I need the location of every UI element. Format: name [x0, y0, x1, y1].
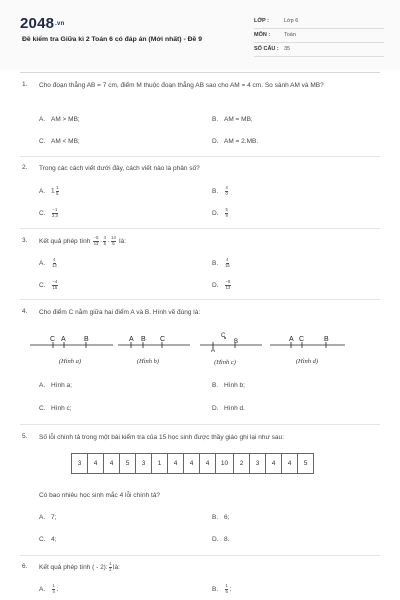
table-cell: 2	[234, 454, 250, 474]
logo-text: 2048	[20, 15, 55, 32]
fraction-numerator: 4	[226, 257, 229, 262]
option-letter: B.	[212, 382, 219, 389]
fraction-denominator: 13	[225, 284, 231, 290]
table-cell: 5	[298, 454, 314, 474]
option-text: AM = 2.MB.	[224, 138, 259, 145]
option-text: Hình c;	[51, 405, 72, 412]
option-text: Hình b;	[224, 382, 245, 389]
option-d[interactable]	[212, 405, 245, 412]
figure-b	[118, 336, 190, 348]
fraction-denominator: 5	[225, 588, 228, 594]
question-text: Kết quả phép tính $\frac{-5}{13}$ · $\frac{4}{5}$ · $\frac{14}{5}$ là:	[39, 235, 126, 246]
table-cell: 4	[282, 454, 298, 474]
question-text-after: là:	[113, 564, 120, 571]
fraction-denominator: 15	[52, 284, 58, 290]
fraction-denominator: 13	[52, 262, 57, 268]
question-number: 1.	[22, 81, 28, 88]
fraction-numerator: −1	[52, 207, 58, 212]
option-text: Hình d.	[224, 405, 245, 412]
fraction-denominator: 2,3	[52, 212, 58, 218]
question-text	[39, 562, 379, 573]
question-text: Cho điểm C nằm giữa hai điểm A và B. Hình vẽ đúng là:	[39, 309, 201, 316]
subquestion-text: Có bao nhiêu học sinh mắc 4 lỗi chính tả?	[39, 492, 161, 499]
question-divider	[20, 424, 380, 425]
fraction-denominator: 15	[225, 262, 230, 268]
fraction-numerator: 1	[56, 185, 59, 190]
option-b[interactable]	[212, 382, 245, 389]
meta-value: 35	[284, 46, 291, 52]
fraction	[52, 584, 55, 594]
figure-a-label-c: C	[50, 336, 56, 343]
option-letter: B.	[212, 585, 219, 593]
fraction-numerator: 5	[225, 207, 228, 212]
question-divider	[20, 555, 380, 556]
option-letter: A.	[39, 514, 46, 521]
figure-c-label-b: B	[234, 339, 239, 345]
fraction-denominator: 4	[52, 588, 55, 594]
figure-b-label-c: C	[160, 336, 166, 343]
figure-c-label-c: C	[221, 333, 226, 339]
option-letter: C.	[39, 281, 46, 289]
figure-d-caption: (Hình d)	[295, 358, 319, 365]
table-cell: 5	[120, 454, 136, 474]
option-text: AM = MB;	[224, 116, 253, 123]
option-letter: D.	[212, 536, 219, 543]
question-number: 2.	[22, 164, 28, 171]
logo-suffix: .vn	[55, 21, 65, 28]
option-a[interactable]	[39, 514, 56, 521]
table-cell: 4	[200, 454, 216, 474]
meta-value: Toán	[284, 32, 296, 38]
option-letter: D.	[212, 209, 219, 217]
option-d[interactable]	[212, 536, 229, 543]
table-cell: 4	[266, 454, 282, 474]
question-text-before: Kết quả phép tính	[39, 238, 91, 245]
fraction-denominator: 5	[103, 240, 106, 246]
option-letter: A.	[39, 585, 46, 593]
option-letter: B.	[212, 116, 219, 123]
question-text: Số lỗi chính tả trong một bài kiểm tra của 15 học sinh được thầy giáo ghi lại như sau:	[39, 434, 284, 441]
option-a[interactable]	[39, 382, 72, 389]
table-cell: 3	[250, 454, 266, 474]
fraction-denominator: 9	[225, 212, 228, 218]
option-letter: D.	[212, 138, 219, 145]
fraction-denominator: 5	[56, 190, 59, 196]
option-letter: C.	[39, 209, 46, 217]
mixed-number-whole: 1	[51, 187, 55, 195]
table-cell: 3	[136, 454, 152, 474]
fraction-denominator: 5	[112, 240, 115, 246]
fraction-numerator: 4	[225, 185, 228, 190]
option-text: 4;	[51, 536, 57, 543]
figure-c-label-a: A	[211, 348, 216, 354]
figure-d-label-b: B	[324, 336, 329, 343]
option-c[interactable]	[39, 405, 72, 412]
option-letter: C.	[39, 405, 46, 412]
figure-c	[200, 333, 262, 354]
error-count-table	[71, 453, 314, 474]
fraction	[109, 562, 112, 572]
option-tail: ;	[56, 585, 59, 593]
question-number: 3.	[22, 237, 28, 244]
option-letter: A.	[39, 187, 46, 195]
fraction-numerator: −4	[52, 279, 58, 284]
figure-c-caption: (Hình c)	[214, 359, 236, 366]
option-text: Hình a;	[51, 382, 72, 389]
meta-key: SỐ CÂU :	[254, 46, 279, 52]
option-letter: D.	[212, 281, 219, 289]
table-cell: 4	[104, 454, 120, 474]
figure-a-label-b: B	[84, 336, 89, 343]
fraction-denominator: 13	[93, 240, 99, 246]
fraction-denominator: 2	[109, 566, 112, 572]
table-cell: 4	[184, 454, 200, 474]
question-text-before: Kết quả phép tính ( - 2):	[39, 564, 108, 571]
figure-b-caption: (Hình b)	[136, 358, 160, 365]
option-tail: ;	[229, 585, 232, 593]
option-letter: B.	[212, 187, 219, 195]
question-text: Trong các cách viết dưới đây, cách viết nào là phân số?	[39, 165, 200, 172]
question-number: 4.	[22, 308, 28, 315]
figure-b-label-b: B	[141, 336, 146, 343]
figure-a	[30, 336, 113, 348]
fraction-numerator: 4	[53, 257, 56, 262]
fraction-denominator: 0	[225, 190, 228, 196]
meta-key: MÔN :	[254, 32, 271, 38]
option-letter: B.	[212, 514, 219, 521]
table-cell: 10	[216, 454, 234, 474]
option-letter: A.	[39, 259, 46, 267]
option-b[interactable]	[212, 514, 229, 521]
option-text: 6;	[224, 514, 230, 521]
fraction-numerator: −8	[225, 279, 231, 284]
figure-d-label-c: C	[299, 336, 305, 343]
fraction-numerator: 1	[52, 583, 55, 588]
fraction-numerator: 14	[111, 235, 116, 241]
option-letter: C.	[39, 138, 46, 145]
question-number: 5.	[22, 433, 28, 440]
option-letter: D.	[212, 405, 219, 412]
figure-a-label-a: A	[61, 336, 66, 343]
meta-key: LỚP :	[254, 18, 269, 24]
option-letter: A.	[39, 382, 46, 389]
table-cell: 4	[168, 454, 184, 474]
question-number: 6.	[22, 563, 28, 570]
fraction-numerator: 1	[109, 561, 112, 567]
option-a[interactable]	[39, 584, 58, 594]
option-letter: A.	[39, 116, 46, 123]
option-c[interactable]	[39, 536, 56, 543]
table-row	[72, 454, 314, 474]
fraction	[225, 584, 228, 594]
document-title: Đề kiểm tra Giữa kì 2 Toán 6 có đáp án (Mới nhất) - Đề 9	[22, 36, 202, 43]
option-letter: B.	[212, 259, 219, 267]
option-text: AM > MB;	[51, 116, 80, 123]
fraction-numerator: 4	[103, 235, 106, 241]
option-text: AM < MB;	[51, 138, 80, 145]
question-text: Cho đoạn thẳng AB = 7 cm, điểm M thuộc đoạn thẳng AB sao cho AM = 4 cm. So sánh AM và MB?	[39, 82, 324, 89]
option-text: 7;	[51, 514, 57, 521]
option-text: 8.	[224, 536, 230, 543]
figure-d	[270, 336, 345, 348]
table-cell: 3	[72, 454, 88, 474]
option-letter: C.	[39, 536, 46, 543]
table-cell: 1	[152, 454, 168, 474]
meta-value: Lớp 6	[284, 18, 299, 24]
fraction-numerator: −5	[93, 235, 99, 241]
fraction-numerator: 1	[225, 583, 228, 588]
figure-b-label-a: A	[129, 336, 134, 343]
figure-a-caption: (Hình a)	[58, 358, 82, 365]
table-cell: 4	[88, 454, 104, 474]
question-text-after: là:	[119, 238, 126, 245]
figure-d-label-a: A	[289, 336, 294, 343]
option-b[interactable]	[212, 584, 231, 594]
